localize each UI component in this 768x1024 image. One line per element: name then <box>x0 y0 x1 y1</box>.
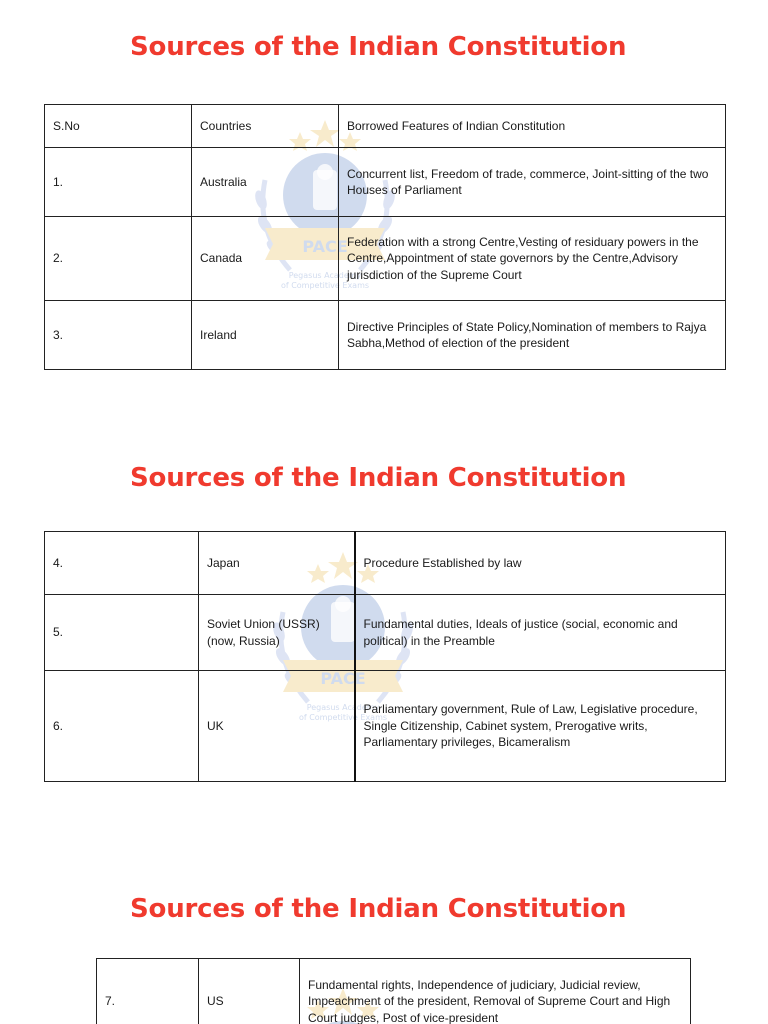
row-country: US <box>199 959 300 1024</box>
row-country: Japan <box>199 532 355 595</box>
row-features: Procedure Established by law <box>355 532 726 595</box>
watermark-tagline-2: of Competitive Exams <box>298 713 388 722</box>
table-row <box>45 217 726 301</box>
table-row <box>45 595 726 671</box>
row-features: Concurrent list, Freedom of trade, commerce, Joint-sitting of the two Houses of Parliament <box>339 148 726 217</box>
section-1-title: Sources of the Indian Constitution <box>130 32 627 62</box>
watermark-tagline-1: Pegasus Academy <box>288 271 362 280</box>
table-row <box>45 671 726 782</box>
sources-table-1 <box>44 104 726 370</box>
header-features: Borrowed Features of Indian Constitution <box>339 105 726 148</box>
row-country: Australia <box>192 148 339 217</box>
row-features: Parliamentary government, Rule of Law, Legislative procedure, Single Citizenship, Cabinet system, Prerogative writs, Parliamentary privileges, Bicameralism <box>355 671 726 782</box>
watermark-tagline-1: Pegasus Academy <box>306 703 380 712</box>
sources-table-2 <box>44 531 726 782</box>
row-sno: 6. <box>45 671 199 782</box>
section-2-title: Sources of the Indian Constitution <box>130 463 627 493</box>
table-row <box>45 148 726 217</box>
header-countries: Countries <box>192 105 339 148</box>
row-country: UK <box>199 671 355 782</box>
header-sno: S.No <box>45 105 192 148</box>
row-country: Ireland <box>192 301 339 370</box>
row-country: Soviet Union (USSR) (now, Russia) <box>199 595 355 671</box>
row-features: Federation with a strong Centre,Vesting of residuary powers in the Centre,Appointment of state governors by the Centre,Advisory jurisdiction of the Supreme Court <box>339 217 726 301</box>
row-features: Directive Principles of State Policy,Nomination of members to Rajya Sabha,Method of election of the president <box>339 301 726 370</box>
table-row <box>45 301 726 370</box>
row-features: Fundamental duties, Ideals of justice (social, economic and political) in the Preamble <box>355 595 726 671</box>
row-sno: 3. <box>45 301 192 370</box>
row-country: Canada <box>192 217 339 301</box>
table-row <box>45 532 726 595</box>
row-sno: 2. <box>45 217 192 301</box>
row-sno: 7. <box>97 959 199 1024</box>
row-sno: 1. <box>45 148 192 217</box>
row-sno: 5. <box>45 595 199 671</box>
section-3-title: Sources of the Indian Constitution <box>130 894 627 924</box>
row-sno: 4. <box>45 532 199 595</box>
table-row <box>97 959 691 1024</box>
table-header-row <box>45 105 726 148</box>
sources-table-3 <box>96 958 691 1024</box>
row-features: Fundamental rights, Independence of judiciary, Judicial review, Impeachment of the president, Removal of Supreme Court and High Court judges, Post of vice-president <box>300 959 691 1024</box>
watermark-tagline-2: of Competitive Exams <box>280 281 370 290</box>
